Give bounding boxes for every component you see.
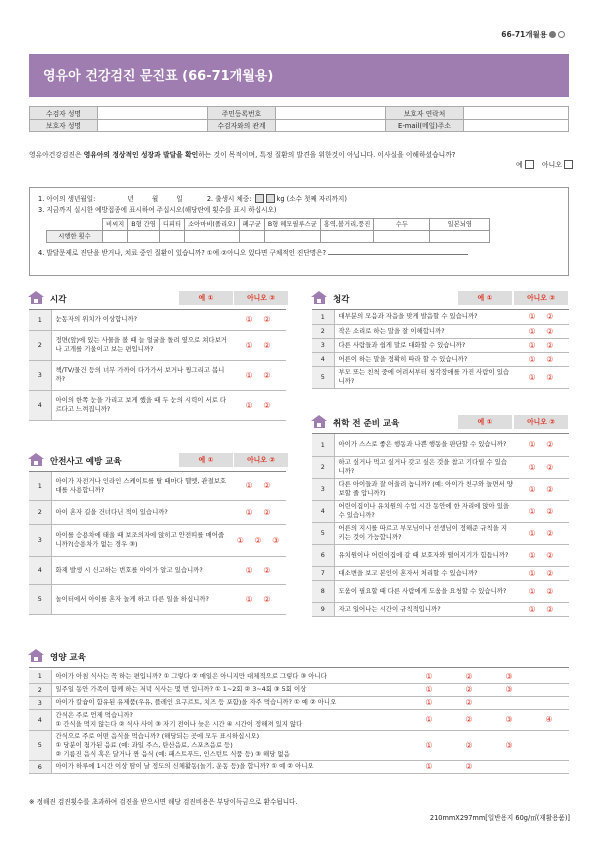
question-text: 다른 사람들과 쉽게 말로 대화할 수 있습니까? (334, 338, 517, 352)
choice-empty (489, 760, 529, 773)
vacc-header: 비씨지 (103, 219, 128, 231)
table-row: 9 자고 일어나는 시간이 규칙적입니까? ① ② (312, 602, 569, 616)
consent-yes-checkbox[interactable] (525, 160, 534, 169)
question-text: 놀이터에서 아이를 혼자 놀게 하고 다른 일을 하십니까? (51, 584, 234, 614)
header-yes: 예 ① (179, 453, 233, 467)
question-text: 간식은 주로 언제 먹습니까? ① 간식을 먹지 않는다 ② 식사 사이 ③ 자기 전이나 늦은 시간 ④ 시간이 정해져 있지 않다 (51, 709, 409, 730)
header-yes: 예 ① (458, 415, 512, 429)
vacc-header: 수두 (374, 219, 430, 231)
table-row: 1 아이가 자전거나 인라인 스케이트를 탈 때마다 헬멧, 관절보호대를 사용합니까? ① ② (29, 472, 286, 500)
table-row: 3 다른 아이들과 잘 어울려 놉니까? (예: 아이가 친구와 놀면서 양보할 줄 압니까?) ① ② (312, 478, 569, 500)
question-text: 책/TV/물건 등의 너무 가까이 다가가서 보거나 찡그리고 봅니까? (51, 360, 234, 390)
label-guardian-name: 보호자 성명 (30, 119, 98, 132)
choice[interactable]: ② (449, 696, 489, 709)
vaccination-question: 3. 지금까지 실시한 예방접종에 표시하여 주십시오(해당란에 횟수를 표시 하십시오) (38, 206, 277, 214)
question-text: 아이가 하루에 1시간 이상 땀이 날 정도의 신체활동(놀기, 운동 등)을 합니까? ① 예 ② 아니오 (51, 760, 409, 773)
section-title: 안전사고 예방 교육 (50, 457, 122, 467)
header-no: 아니오 ② (234, 291, 288, 305)
answer-choices[interactable]: ① ② (234, 330, 286, 360)
table-row: 3 다른 사람들과 쉽게 말로 대화할 수 있습니까? ① ② (312, 338, 569, 352)
table-row: 1 아이가 스스로 좋은 행동과 나쁜 행동을 판단할 수 있습니까? ① ② (312, 434, 569, 456)
vacc-count-cell[interactable] (264, 231, 320, 243)
empty-dot-icon (558, 31, 565, 38)
consent-choice: 예 아니오 (516, 160, 573, 170)
answer-choices[interactable]: ① ② (517, 456, 569, 478)
general-questions-box (29, 187, 569, 276)
choice[interactable]: ③ (489, 683, 529, 696)
question-text: 어른의 지시를 따르고 부모님이나 선생님이 정해준 규칙을 지키는 것이 가능합니까? (334, 522, 517, 544)
header-no: 아니오 ② (514, 415, 568, 429)
choice-empty (489, 696, 529, 709)
question-text: 아이를 승용차에 태울 때 보조의자에 앉히고 안전띠를 매어줍니까?(승용차가 없는 경우 ③) (51, 524, 234, 556)
answer-choices[interactable]: ① ② (517, 366, 569, 388)
vacc-count-cell[interactable] (320, 231, 374, 243)
question-text: 아이가 스스로 좋은 행동과 나쁜 행동을 판단할 수 있습니까? (334, 434, 517, 456)
table-row: 6 아이가 하루에 1시간 이상 땀이 날 정도의 신체활동(놀기, 운동 등)을 합니까? ① 예 ② 아니오 ① ② (29, 760, 569, 773)
vision-section (29, 288, 286, 421)
answer-choices[interactable]: ① ② (234, 310, 286, 330)
label-guardian-phone: 보호자 연락처 (386, 107, 464, 120)
answer-choices[interactable]: ① ② (517, 544, 569, 566)
answer-choices[interactable]: ① ② (234, 390, 286, 420)
header-yes: 예 ① (179, 291, 233, 305)
answer-choices[interactable]: ① ② (517, 352, 569, 366)
vacc-count-cell[interactable] (239, 231, 264, 243)
house-icon (29, 291, 44, 304)
vacc-header: 일본뇌염 (430, 219, 490, 231)
personal-info-table (29, 106, 569, 132)
email-field[interactable] (464, 119, 569, 132)
table-row: 1 아이가 아침 식사는 꼭 하는 편입니까? ① 그렇다 ② 매일은 아니지만 대체적으로 그렇다 ③ 아니다 ① ② ③ (29, 670, 569, 683)
choice-empty (529, 730, 569, 760)
nutrition-table (29, 670, 569, 774)
question-text: 간식으로 주로 어떤 음식을 먹습니까? (해당되는 곳에 모두 표시하십시오) ① 당분이 첨가된 음료 (예: 과일 주스, 탄산음료, 스포츠음료 등) ② 기름진 음식 혹은 달거나 짠 음식 (예: 패스트푸드, 인스턴트 식품 등) ③ 해당 없음 (51, 730, 409, 760)
table-row: 4 아이의 한쪽 눈을 가리고 보게 했을 때 두 눈의 시력이 서로 다르다고 느껴집니까? ① ② (29, 390, 286, 420)
vacc-header: 폐구균 (239, 219, 264, 231)
choice-empty (529, 696, 569, 709)
choice[interactable]: ③ (489, 730, 529, 760)
answer-choices[interactable]: ① ② (517, 310, 569, 324)
vacc-header: 소아마비(폴리오) (185, 219, 240, 231)
vacc-count-cell[interactable] (430, 231, 490, 243)
question-text: 아이가 칼슘이 함유된 유제품(우유, 플레인 요구르트, 치즈 등 포함)을 자주 먹습니까? ① 예 ② 아니오 (51, 696, 409, 709)
house-icon (312, 291, 327, 304)
answer-choices[interactable]: ① ② (517, 338, 569, 352)
table-row: 2 정면(앞)에 있는 사물을 볼 때 늘 얼굴을 돌려 옆으로 쳐다보거나 고개를 기울이고 보는 편입니까? ① ② (29, 330, 286, 360)
answer-choices[interactable]: ① ② (517, 580, 569, 602)
table-row: 6 유치원이나 어린이집에 갈 때 보호자와 떨어지기가 힘듭니까? ① ② (312, 544, 569, 566)
nutrition-section (29, 646, 569, 668)
question-text: 작은 소리로 하는 말을 잘 이해합니까? (334, 324, 517, 338)
safety-section (29, 450, 286, 615)
question-text: 부모 또는 친척 중에 어려서부터 청각장애를 가진 사람이 있습니까? (334, 366, 517, 388)
answer-choices[interactable]: ① ② (517, 478, 569, 500)
table-row: 4 화재 발생 시 신고하는 번호를 아이가 알고 있습니까? ① ② (29, 556, 286, 584)
choice-empty (529, 760, 569, 773)
answer-choices[interactable]: ① ② (234, 584, 286, 614)
question-text: 어른이 하는 말을 정확히 따라 할 수 있습니까? (334, 352, 517, 366)
weight-box-1[interactable] (255, 194, 264, 203)
vacc-header: 홍역,볼거리,풍진 (320, 219, 374, 231)
table-row: 4 간식은 주로 언제 먹습니까? ① 간식을 먹지 않는다 ② 식사 사이 ③ 자기 전이나 늦은 시간 ④ 시간이 정해져 있지 않다 ① ② ③ ④ (29, 709, 569, 730)
choice[interactable]: ④ (529, 709, 569, 730)
table-row: 5 간식으로 주로 어떤 음식을 먹습니까? (해당되는 곳에 모두 표시하십시오) ① 당분이 첨가된 음료 (예: 과일 주스, 탄산음료, 스포츠음료 등) ② 기름진 음식 혹은 달거나 짠 음식 (예: 패스트푸드, 인스턴트 식품 등) ③ 해당 없음 ① ② ③ (29, 730, 569, 760)
table-row: 3 아이를 승용차에 태울 때 보조의자에 앉히고 안전띠를 매어줍니까?(승용차가 없는 경우 ③) ① ② ③ (29, 524, 286, 556)
answer-choices[interactable]: ① ② (517, 500, 569, 522)
vacc-header: B형 헤모필루스균 (264, 219, 320, 231)
table-row: 5 놀이터에서 아이를 혼자 놀게 하고 다른 일을 하십니까? ① ② (29, 584, 286, 614)
question-text: 눈동자의 위치가 이상합니까? (51, 310, 234, 330)
question-text: 대부분의 모음과 자음을 맞게 발음할 수 있습니까? (334, 310, 517, 324)
table-row: 4 어린이집이나 유치원의 수업 시간 동안에 한 자리에 앉아 있을 수 있습니까? ① ② (312, 500, 569, 522)
house-icon (29, 453, 44, 466)
table-row: 2 작은 소리로 하는 말을 잘 이해합니까? ① ② (312, 324, 569, 338)
resident-number-field[interactable] (276, 107, 386, 120)
label-resident-number: 주민등록번호 (208, 107, 276, 120)
answer-choices[interactable]: ① ② (234, 556, 286, 584)
vacc-count-cell[interactable] (159, 231, 184, 243)
choice[interactable]: ① (409, 730, 449, 760)
form-title: 영유아 건강검진 문진표 (66-71개월용) (29, 54, 569, 97)
label-relationship: 수검자와의 관계 (208, 119, 276, 132)
answer-choices[interactable]: ① ② (517, 566, 569, 580)
examinee-name-field[interactable] (98, 107, 208, 120)
table-row: 1 눈동자의 위치가 이상합니까? ① ② (29, 310, 286, 330)
choice-empty (529, 670, 569, 683)
question-text: 아이의 한쪽 눈을 가리고 보게 했을 때 두 눈의 시력이 서로 다르다고 느껴집니까? (51, 390, 234, 420)
intro-text: 영유아건강검진은 영유아의 정상적인 성장과 발달을 확인하는 것이 목적이며, 특정 질환의 발견을 위한것이 아닙니다. 이사실을 이해하셨습니까? (29, 151, 456, 159)
question-text: 도움이 필요할 때 다른 사람에게 도움을 요청할 수 있습니까? (334, 580, 517, 602)
choice[interactable]: ① (409, 683, 449, 696)
table-row: 8 도움이 필요할 때 다른 사람에게 도움을 요청할 수 있습니까? ① ② (312, 580, 569, 602)
choice[interactable]: ① (409, 760, 449, 773)
vacc-count-cell[interactable] (128, 231, 160, 243)
table-row: 3 아이가 칼슘이 함유된 유제품(우유, 플레인 요구르트, 치즈 등 포함)을 자주 먹습니까? ① 예 ② 아니오 ① ② (29, 696, 569, 709)
label-email: E-mail(메일)주소 (386, 119, 464, 132)
footnote: ※ 정해진 검진횟수를 초과하여 검진을 받으시면 해당 검진비용은 부당이득금으로 환수됩니다. (29, 798, 298, 806)
table-row: 2 일주일 동안 가족이 함께 하는 저녁 식사는 몇 번 입니까? ① 1~2회 ② 3~4회 ③ 5회 이상 ① ② ③ (29, 683, 569, 696)
table-row: 5 어른의 지시를 따르고 부모님이나 선생님이 정해준 규칙을 지키는 것이 가능합니까? ① ② (312, 522, 569, 544)
house-icon (29, 649, 44, 662)
vacc-count-cell[interactable] (185, 231, 240, 243)
form-version-badge: 66-71개월용 (501, 29, 565, 40)
vacc-header: 디피티 (159, 219, 184, 231)
table-row: 3 책/TV/물건 등의 너무 가까이 다가가서 보거나 찡그리고 봅니까? ① ② (29, 360, 286, 390)
choice[interactable]: ② (449, 709, 489, 730)
section-title: 영양 교육 (50, 653, 86, 663)
section-title: 청각 (333, 295, 350, 305)
choice[interactable]: ① (409, 696, 449, 709)
question-text: 대소변을 보고 본인이 혼자서 처리할 수 있습니까? (334, 566, 517, 580)
choice[interactable]: ② (449, 670, 489, 683)
relationship-field[interactable] (276, 119, 386, 132)
question-text: 어린이집이나 유치원의 수업 시간 동안에 한 자리에 앉아 있을 수 있습니까? (334, 500, 517, 522)
choice-empty (529, 683, 569, 696)
answer-choices[interactable]: ① ② (234, 472, 286, 500)
section-title: 취학 전 준비 교육 (333, 419, 400, 429)
guardian-name-field[interactable] (98, 119, 208, 132)
answer-choices[interactable]: ① ② ③ (234, 524, 286, 556)
vacc-count-cell[interactable] (374, 231, 430, 243)
vacc-row-label: 시행한 횟수 (47, 231, 103, 243)
question-text: 정면(앞)에 있는 사물을 볼 때 늘 얼굴을 돌려 옆으로 쳐다보거나 고개를 기울이고 보는 편입니까? (51, 330, 234, 360)
question-text: 화재 발생 시 신고하는 번호를 아이가 알고 있습니까? (51, 556, 234, 584)
filled-dot-icon (549, 31, 556, 38)
table-row: 2 하고 싶거나 먹고 싶거나 갖고 싶은 것을 참고 기다릴 수 있습니까? ① ② (312, 456, 569, 478)
paper-spec: 210mmX297mm[일반용지 60g/㎡(재활용품)] (429, 814, 570, 822)
house-icon (312, 415, 327, 428)
consent-no-checkbox[interactable] (564, 160, 573, 169)
choice[interactable]: ③ (489, 670, 529, 683)
table-row: 4 어른이 하는 말을 정확히 따라 할 수 있습니까? ① ② (312, 352, 569, 366)
table-row: 1 대부분의 모음과 자음을 맞게 발음할 수 있습니까? ① ② (312, 310, 569, 324)
question-text: 아이 혼자 길을 건너다닌 적이 있습니까? (51, 500, 234, 524)
answer-choices[interactable]: ① ② (517, 522, 569, 544)
vaccination-table (46, 218, 490, 243)
vacc-header: B형 간염 (128, 219, 160, 231)
answer-choices[interactable]: ① ② (517, 602, 569, 616)
header-no: 아니오 ② (234, 453, 288, 467)
answer-choices[interactable]: ① ② (234, 500, 286, 524)
table-row: 7 대소변을 보고 본인이 혼자서 처리할 수 있습니까? ① ② (312, 566, 569, 580)
question-text: 아이가 아침 식사는 꼭 하는 편입니까? ① 그렇다 ② 매일은 아니지만 대체적으로 그렇다 ③ 아니다 (51, 670, 409, 683)
answer-choices[interactable]: ① ② (517, 434, 569, 456)
birth-weight-row: 1. 아이의 생년월일: 년 월 일 2. 출생시 체중: kg (소수 첫째 자리까지) (38, 195, 347, 203)
table-row: 2 아이 혼자 길을 건너다닌 적이 있습니까? ① ② (29, 500, 286, 524)
question-text: 일주일 동안 가족이 함께 하는 저녁 식사는 몇 번 입니까? ① 1~2회 ② 3~4회 ③ 5회 이상 (51, 683, 409, 696)
question-text: 다른 아이들과 잘 어울려 놉니까? (예: 아이가 친구와 놀면서 양보할 줄 압니까?) (334, 478, 517, 500)
choice[interactable]: ② (449, 730, 489, 760)
choice[interactable]: ③ (489, 709, 529, 730)
label-examinee-name: 수검자 성명 (30, 107, 98, 120)
vacc-count-cell[interactable] (103, 231, 128, 243)
question-text: 하고 싶거나 먹고 싶거나 갖고 싶은 것을 참고 기다릴 수 있습니까? (334, 456, 517, 478)
header-no: 아니오 ② (514, 291, 568, 305)
choice[interactable]: ① (409, 670, 449, 683)
guardian-phone-field[interactable] (464, 107, 569, 120)
question-text: 유치원이나 어린이집에 갈 때 보호자와 떨어지기가 힘듭니까? (334, 544, 517, 566)
weight-box-2[interactable] (266, 194, 275, 203)
choice[interactable]: ② (449, 760, 489, 773)
question-text: 아이가 자전거나 인라인 스케이트를 탈 때마다 헬멧, 관절보호대를 사용합니까? (51, 472, 234, 500)
table-row: 5 부모 또는 친척 중에 어려서부터 청각장애를 가진 사람이 있습니까? ① ② (312, 366, 569, 388)
header-yes: 예 ① (458, 291, 512, 305)
answer-choices[interactable]: ① ② (234, 360, 286, 390)
choice[interactable]: ① (409, 709, 449, 730)
answer-choices[interactable]: ① ② (517, 324, 569, 338)
choice[interactable]: ② (449, 683, 489, 696)
development-question: 4. 발달문제로 진단을 받거나, 치료 중인 질환이 있습니까? ①예 ②아니오 있다면 구체적인 진단명은? (38, 248, 560, 259)
school-readiness-section (312, 412, 569, 617)
question-text: 자고 일어나는 시간이 규칙적입니까? (334, 602, 517, 616)
hearing-section (312, 288, 569, 389)
section-title: 시각 (50, 295, 67, 305)
